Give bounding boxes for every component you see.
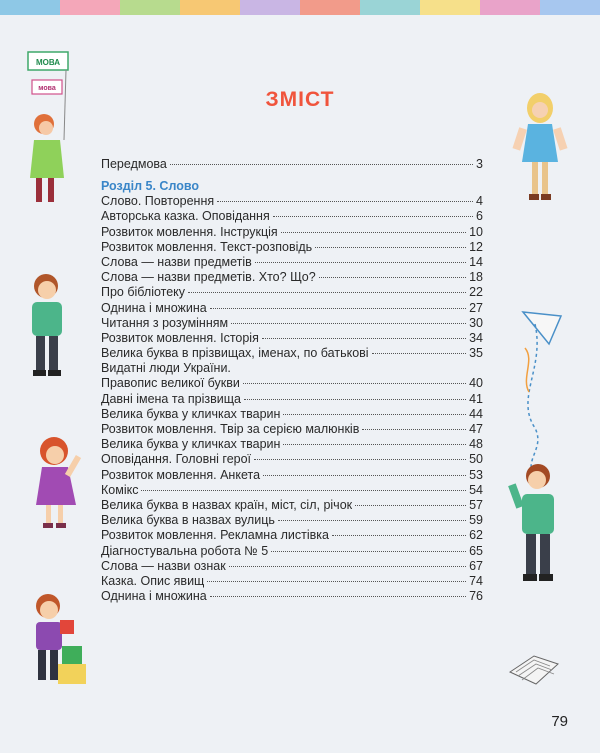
toc-entry-title: Розвиток мовлення. Інструкція [101, 224, 278, 239]
toc-entry [101, 589, 483, 604]
toc-entry-title: Авторська казка. Оповідання [101, 209, 270, 224]
toc-entry-title: Оповідання. Головні герої [101, 452, 252, 467]
stripe-segment [480, 0, 540, 15]
toc-entry-page: 4 [476, 194, 483, 209]
toc-entry-title: Розвиток мовлення. Анкета [101, 467, 261, 482]
toc-section-heading: Розділ 5. Слово [101, 179, 200, 194]
toc-entry [101, 422, 483, 437]
toc-entry-title: Про бібліотеку [101, 285, 186, 300]
toc-entry [101, 559, 483, 574]
toc-leader-dots [283, 444, 466, 445]
toc-entry [101, 407, 483, 422]
toc-entry-page: 47 [469, 422, 483, 436]
toc-entry-page: 76 [469, 589, 483, 604]
toc-entry [101, 452, 483, 467]
toc-entry-page: 62 [469, 528, 483, 543]
stripe-segment [420, 0, 480, 15]
toc-entry-title: Слова — назви предметів. Хто? Що? [101, 270, 316, 285]
toc-entry-title: Велика буква в прізвищах, іменах, по батькові [101, 346, 369, 361]
toc-entry-page: 40 [469, 376, 483, 391]
toc-leader-dots [273, 216, 473, 217]
stripe-segment [120, 0, 180, 15]
toc-entry-title: Слово. Повторення [101, 194, 215, 209]
toc-leader-dots [210, 596, 466, 597]
toc-entry-title: Слова — назви ознак [101, 558, 226, 573]
toc-leader-dots [332, 535, 466, 536]
stripe-segment [60, 0, 120, 15]
toc-leader-dots [254, 459, 466, 460]
toc-entry [101, 376, 483, 391]
toc-entry-title: Слова — назви предметів [101, 254, 252, 269]
toc-entry [101, 346, 483, 361]
toc-entry-title: Розвиток мовлення. Текст-розповідь [101, 239, 313, 254]
toc-entry [101, 301, 483, 316]
top-color-stripe [0, 0, 600, 15]
toc-entry-title: Розвиток мовлення. Історія [101, 330, 259, 345]
toc-entry [101, 468, 483, 483]
toc-entry [101, 316, 483, 331]
toc-leader-dots [281, 232, 466, 233]
stripe-segment [180, 0, 240, 15]
toc-leader-dots [319, 277, 466, 278]
toc-entry [101, 270, 483, 285]
toc-entry-page: 74 [469, 573, 483, 588]
toc-leader-dots [231, 323, 466, 324]
page-title: ЗМІСТ [265, 88, 335, 111]
page-number: 79 [551, 713, 568, 730]
toc-entry [101, 225, 483, 240]
toc-entry-page: 67 [469, 558, 483, 573]
toc-entry [101, 209, 483, 224]
toc-entry-title: Велика буква в назвах вулиць [101, 513, 275, 528]
toc-entry-title: Комікс [101, 482, 139, 497]
stripe-segment [360, 0, 420, 15]
toc-entry-preface [101, 157, 483, 172]
toc-entry-page: 57 [469, 497, 483, 512]
table-of-contents [101, 157, 483, 604]
toc-entry-page: 18 [469, 270, 483, 285]
toc-entry [101, 392, 483, 407]
toc-leader-dots [243, 383, 466, 384]
toc-entry-title: Велика буква в назвах країн, міст, сіл, річок [101, 497, 353, 512]
toc-entry [101, 285, 483, 300]
toc-leader-dots [278, 520, 466, 521]
toc-entry-page: 41 [469, 391, 483, 406]
toc-entry [101, 483, 483, 498]
toc-leader-dots [188, 292, 466, 293]
toc-leader-dots [271, 551, 466, 552]
toc-entry [101, 331, 483, 346]
toc-entry-page: 50 [469, 452, 483, 467]
toc-entries-list [101, 194, 483, 604]
toc-leader-dots [283, 414, 466, 415]
toc-entry-page: 54 [469, 482, 483, 497]
toc-entry-page: 35 [469, 346, 483, 361]
toc-entry [101, 528, 483, 543]
girl-in-purple-illustration [30, 435, 86, 531]
toc-entry [101, 437, 483, 452]
toc-entry-title: Казка. Опис явищ [101, 573, 205, 588]
toc-entry-page: 10 [469, 224, 483, 239]
toc-entry-title: Видатні люди України. [101, 361, 231, 376]
toc-leader-dots [229, 566, 466, 567]
stripe-segment [540, 0, 600, 15]
toc-leader-dots [255, 262, 466, 263]
toc-entry-page: 3 [476, 157, 483, 171]
toc-entry [101, 255, 483, 270]
stripe-segment [300, 0, 360, 15]
toc-entry-page: 22 [469, 285, 483, 300]
toc-entry-page: 34 [469, 330, 483, 345]
toc-entry-title: Однина і множина [101, 589, 207, 604]
sign-big-text: МОВА [35, 58, 61, 67]
toc-entry-title: Діагностувальна робота № 5 [101, 543, 269, 558]
toc-entry-title: Велика буква у кличках тварин [101, 406, 281, 421]
toc-leader-dots [217, 201, 473, 202]
toc-entry-page: 53 [469, 467, 483, 482]
toc-leader-dots [355, 505, 466, 506]
toc-leader-dots [170, 164, 473, 165]
toc-leader-dots [210, 308, 466, 309]
toc-entry-page: 65 [469, 543, 483, 558]
book-icon [506, 642, 562, 688]
toc-entry-title: Однина і множина [101, 300, 207, 315]
toc-leader-dots [362, 429, 466, 430]
toc-leader-dots [141, 490, 466, 491]
toc-entry [101, 361, 483, 376]
boy-with-blocks-illustration [26, 592, 90, 688]
toc-entry-title: Розвиток мовлення. Рекламна листівка [101, 528, 329, 543]
toc-entry-title: Велика буква у кличках тварин [101, 437, 281, 452]
toc-leader-dots [244, 399, 466, 400]
toc-entry [101, 513, 483, 528]
kite-illustration [505, 308, 565, 478]
boy-holding-kite-string-illustration [508, 462, 564, 586]
toc-leader-dots [315, 247, 466, 248]
girl-with-signs-illustration [20, 48, 80, 208]
toc-entry-title: Правопис великої букви [101, 376, 240, 391]
toc-entry-page: 59 [469, 513, 483, 528]
stripe-segment [0, 0, 60, 15]
toc-entry-page: 27 [469, 300, 483, 315]
toc-entry-page: 48 [469, 437, 483, 452]
toc-leader-dots [262, 338, 466, 339]
toc-entry [101, 194, 483, 209]
toc-entry [101, 544, 483, 559]
toc-leader-dots [263, 475, 466, 476]
toc-entry-title: Розвиток мовлення. Твір за серією малюнків [101, 422, 360, 436]
toc-entry-title: Читання з розумінням [101, 315, 229, 330]
sign-small-text: мова [38, 85, 56, 92]
toc-leader-dots [207, 581, 466, 582]
toc-entry [101, 240, 483, 255]
stripe-segment [240, 0, 300, 15]
toc-leader-dots [372, 353, 467, 354]
toc-entry [101, 574, 483, 589]
toc-entry-page: 44 [469, 406, 483, 421]
toc-entry-page: 12 [469, 239, 483, 254]
toc-entry-title: Передмова [101, 157, 167, 171]
toc-entry-page: 14 [469, 254, 483, 269]
toc-entry-page: 6 [476, 209, 483, 224]
toc-entry-page: 30 [469, 315, 483, 330]
boy-in-green-illustration [22, 272, 72, 382]
toc-entry [101, 498, 483, 513]
toc-entry-title: Давні імена та прізвища [101, 391, 241, 406]
